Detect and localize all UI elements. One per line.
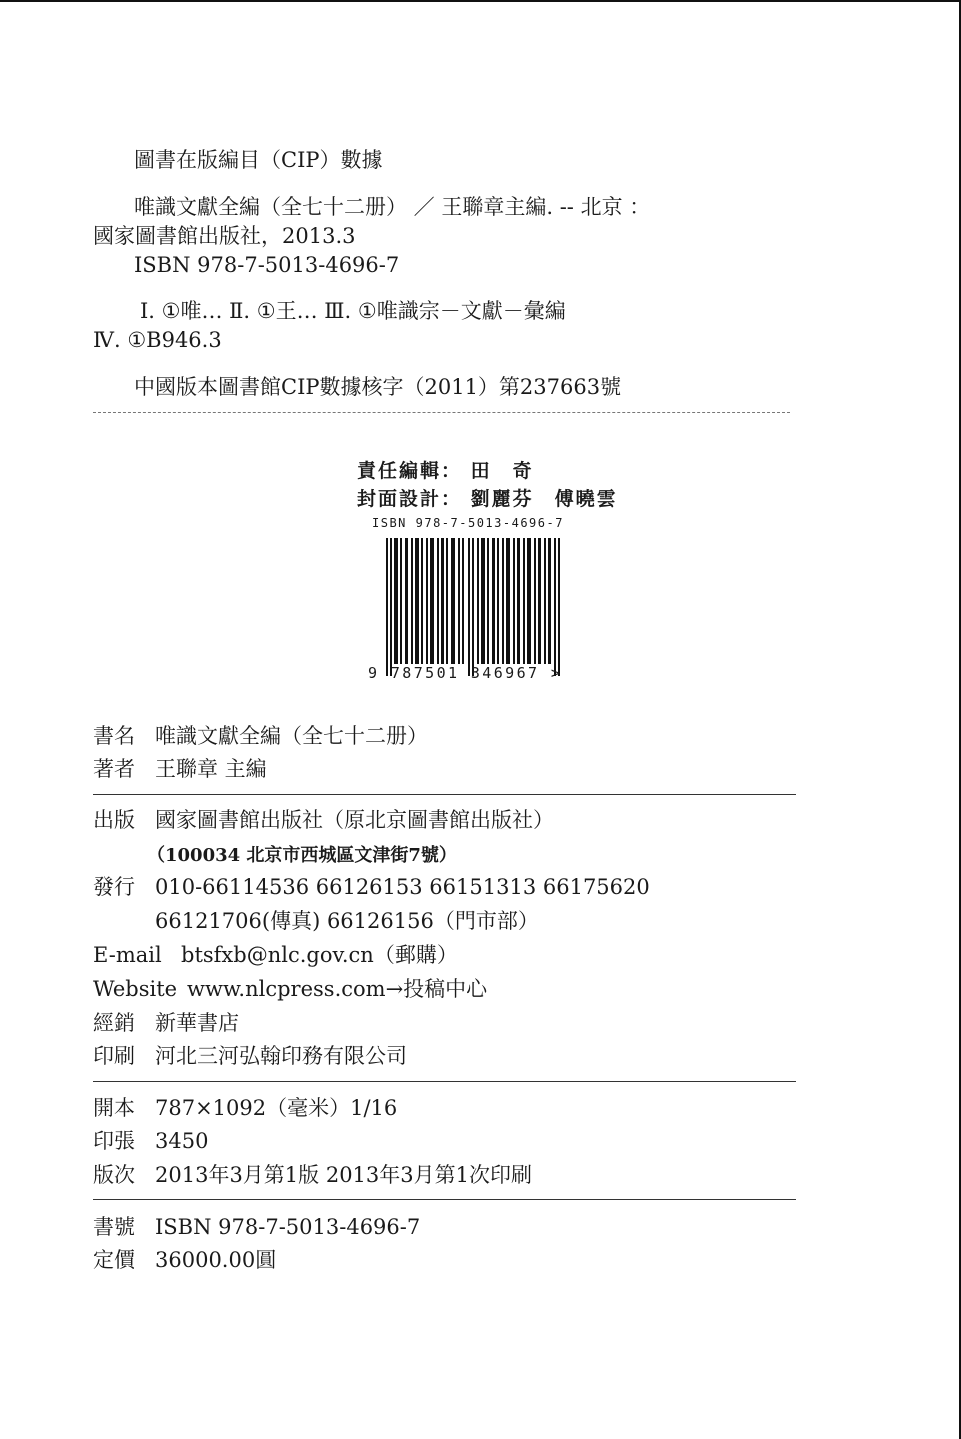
email-label: E-mail: [93, 943, 162, 967]
printer-value: 河北三河弘翰印務有限公司: [155, 1044, 407, 1068]
cip-classification: Ⅳ. ①B946.3: [93, 328, 222, 352]
seller-row: [93, 1009, 239, 1037]
distribution-row: [93, 873, 650, 901]
price-value: 36000.00圓: [155, 1248, 277, 1272]
email-row: [93, 941, 458, 969]
seller-label: 經銷: [93, 1011, 135, 1035]
book-number-value: ISBN 978-7-5013-4696-7: [155, 1215, 421, 1239]
barcode-bars: [386, 538, 564, 676]
publisher-address: （100034 北京市西城區文津街7號）: [147, 845, 457, 866]
publisher-row: [93, 806, 554, 834]
email-value: btsfxb@nlc.gov.cn（郵購）: [181, 943, 458, 967]
rule-2: [93, 1081, 796, 1082]
barcode-digits: 9 787501 346967 >: [368, 664, 563, 682]
editor-credit: 責任編輯： 田 奇: [357, 460, 534, 482]
cip-title-line: 唯識文獻全編（全七十二册） ／ 王聯章主編. -- 北京 ：: [134, 195, 651, 219]
edition-row: [93, 1161, 532, 1189]
author-row: [93, 755, 267, 783]
designer-credit: 封面設計： 劉麗芬 傅曉雲: [357, 488, 618, 510]
page-border-top: [0, 0, 961, 2]
sheets-label: 印張: [93, 1129, 135, 1153]
dashed-divider: [93, 412, 790, 413]
book-number-label: 書號: [93, 1215, 135, 1239]
barcode-isbn-label: ISBN 978-7-5013-4696-7: [372, 516, 564, 530]
author-label: 著者: [93, 757, 135, 781]
cip-heading: 圖書在版編目（CIP）數據: [134, 148, 383, 172]
distribution-fax: 66121706(傳真) 66126156（門市部）: [155, 909, 539, 933]
sheets-row: [93, 1127, 208, 1155]
price-row: [93, 1246, 276, 1274]
publisher-value: 國家圖書館出版社（原北京圖書館出版社）: [155, 808, 554, 832]
title-row: [93, 722, 428, 750]
format-row: [93, 1094, 397, 1122]
title-label: 書名: [93, 724, 135, 748]
book-number-row: [93, 1213, 420, 1241]
rule-3: [93, 1199, 796, 1200]
isbn-barcode: [368, 516, 582, 686]
edition-value: 2013年3月第1版 2013年3月第1次印刷: [155, 1163, 533, 1187]
website-label: Website: [93, 977, 178, 1001]
printer-row: [93, 1042, 407, 1070]
title-value: 唯識文獻全編（全七十二册）: [155, 724, 428, 748]
format-value: 787×1092（毫米）1/16: [155, 1096, 398, 1120]
format-label: 開本: [93, 1096, 135, 1120]
sheets-value: 3450: [155, 1129, 209, 1153]
cip-subjects: Ⅰ. ①唯… Ⅱ. ①王… Ⅲ. ①唯識宗－文獻－彙編: [140, 299, 566, 323]
printer-label: 印刷: [93, 1044, 135, 1068]
author-value: 王聯章 主編: [155, 757, 267, 781]
distribution-phones: 010-66114536 66126153 66151313 66175620: [155, 875, 650, 899]
cip-record-number: 中國版本圖書館CIP數據核字（2011）第237663號: [134, 375, 622, 399]
website-value: www.nlcpress.com→投稿中心: [187, 977, 488, 1001]
price-label: 定價: [93, 1248, 135, 1272]
publisher-label: 出版: [93, 808, 135, 832]
cip-isbn: ISBN 978-7-5013-4696-7: [134, 253, 400, 277]
cip-publisher-line: 國家圖書館出版社，2013.3: [93, 224, 356, 248]
website-row: [93, 975, 487, 1003]
edition-label: 版次: [93, 1163, 135, 1187]
seller-value: 新華書店: [155, 1011, 239, 1035]
distribution-label: 發行: [93, 875, 135, 899]
rule-1: [93, 794, 796, 795]
